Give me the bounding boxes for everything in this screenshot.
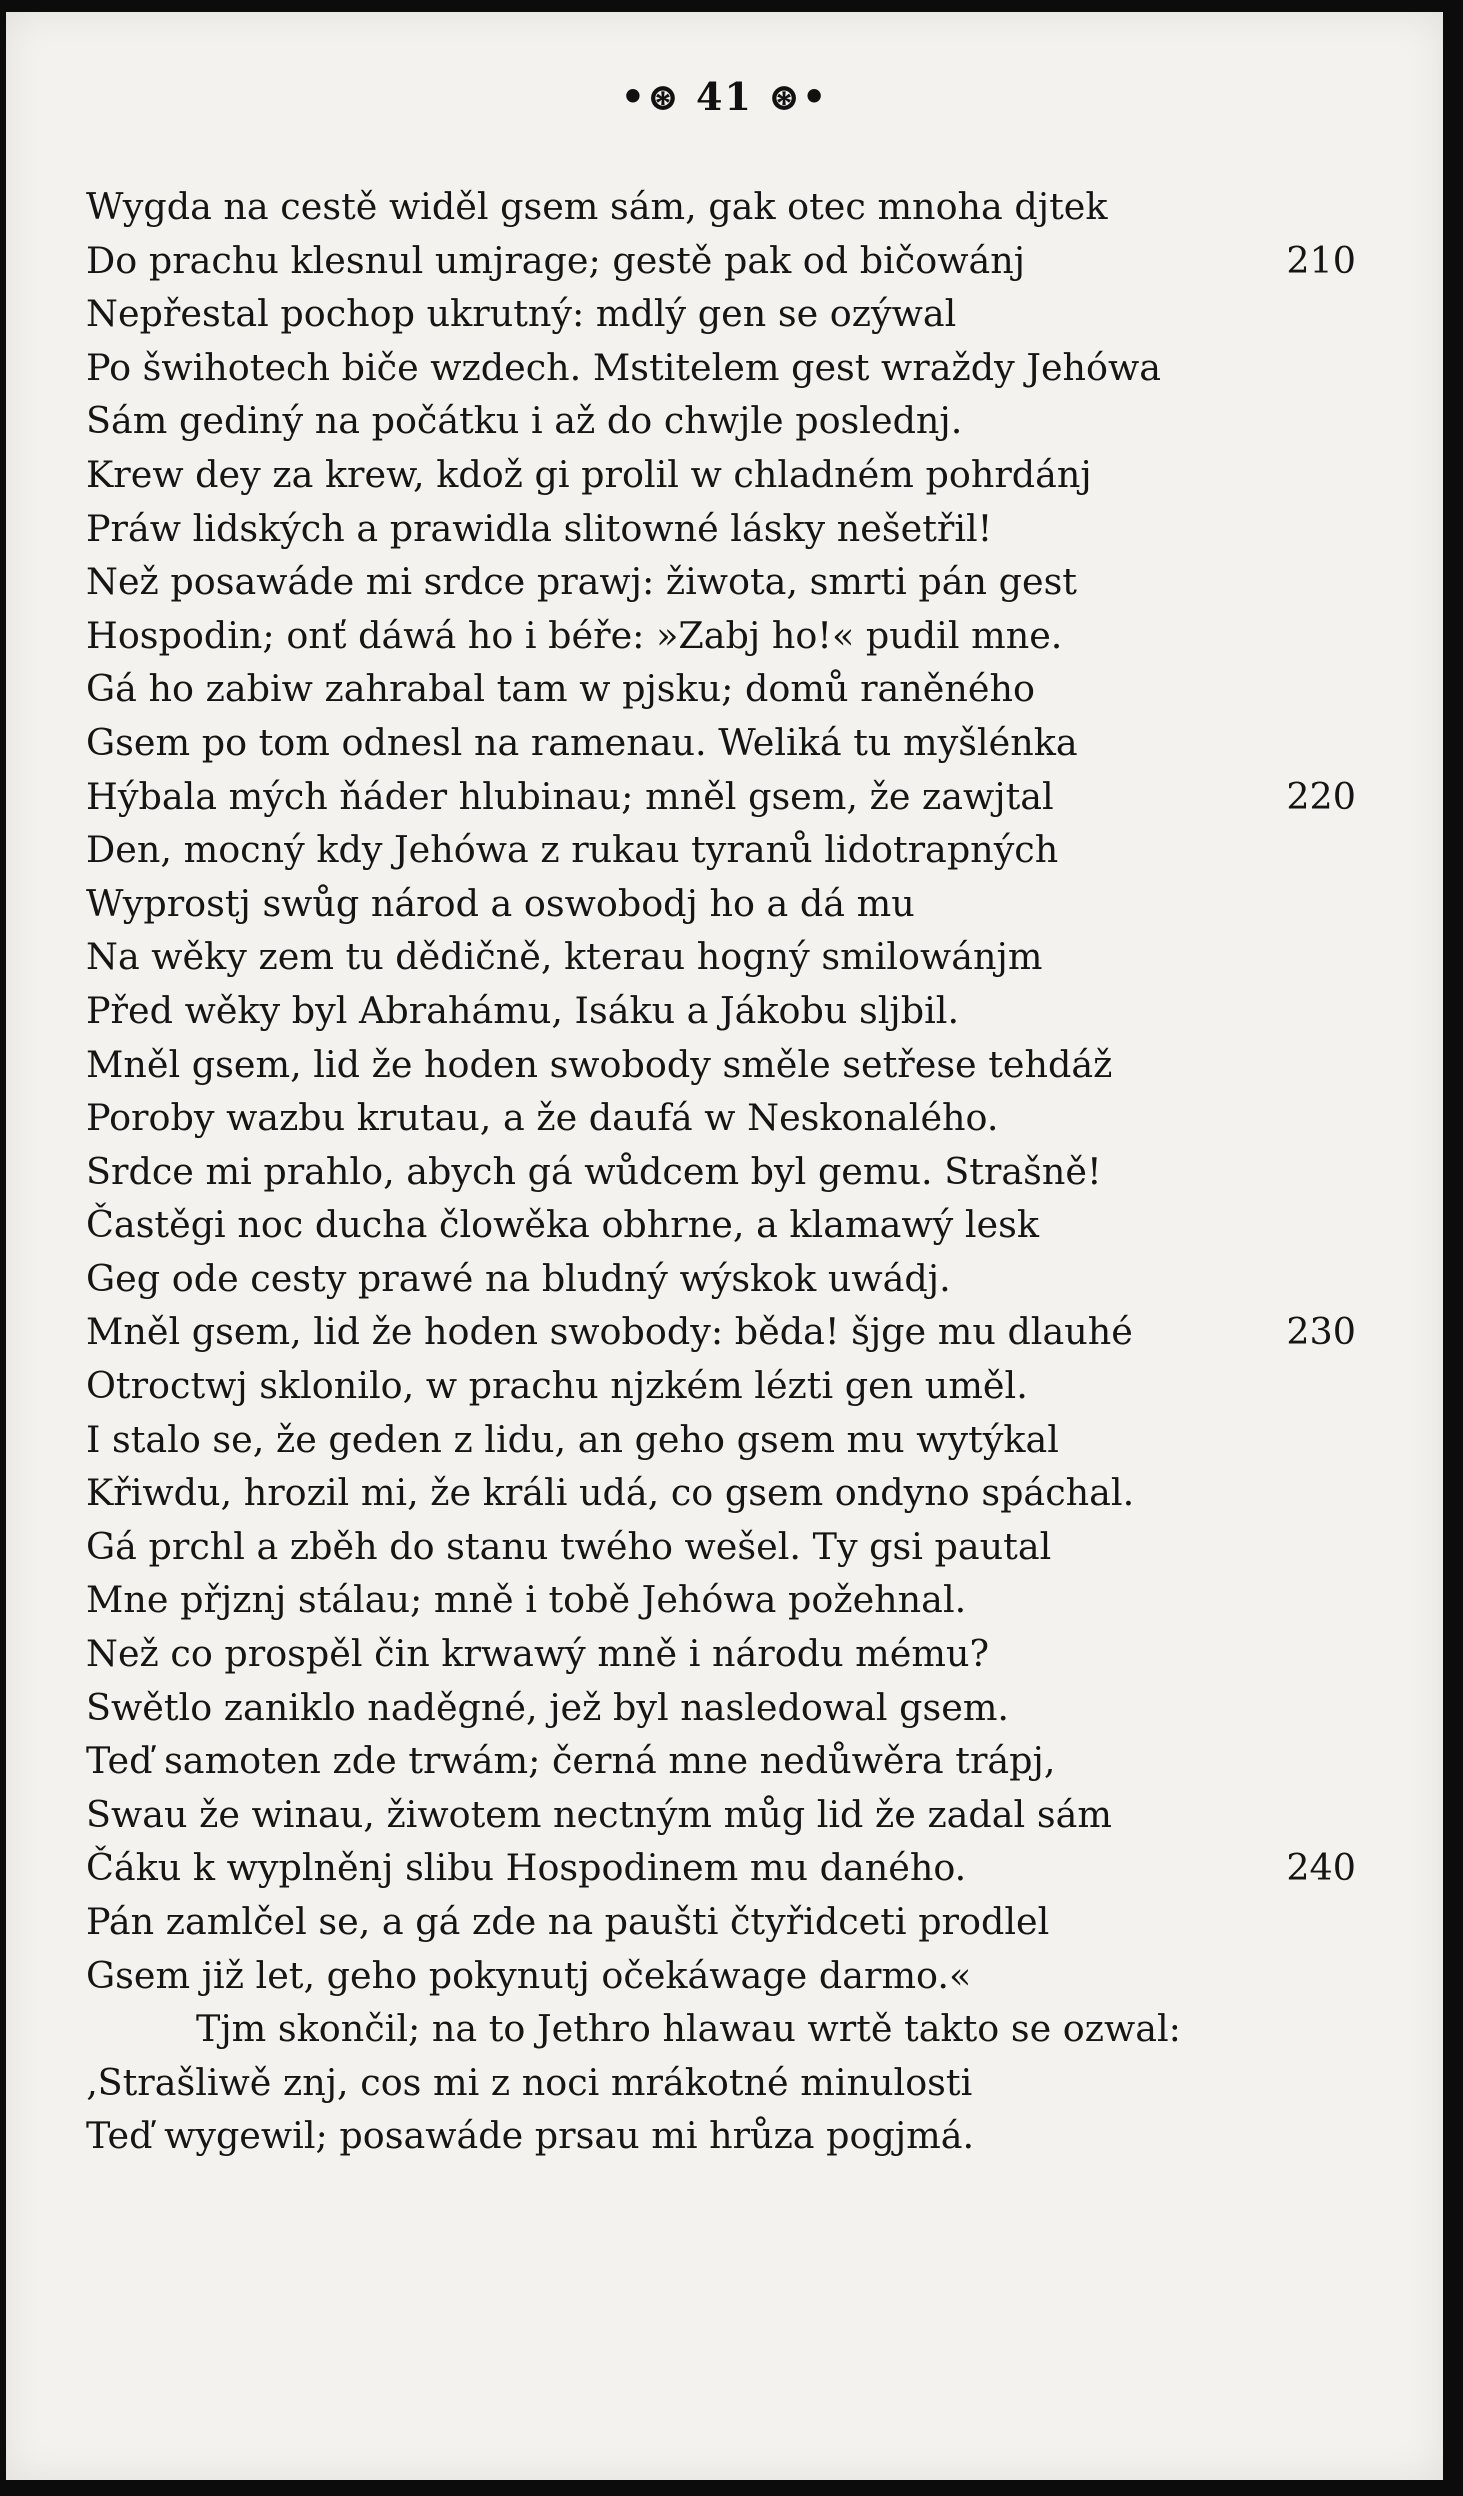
text-line — [86, 1359, 1356, 1413]
line-text: Gá ho zabiw zahrabal tam w pjsku; domů raněného — [86, 667, 1035, 711]
line-text: Tjm skončil; na to Jethro hlawau wrtě takto se ozwal: — [196, 2007, 1181, 2051]
line-text: Křiwdu, hrozil mi, že králi udá, co gsem ondyno spáchal. — [86, 1471, 1135, 1515]
text-line — [86, 234, 1356, 288]
page-number-header: •⊛ 41 ⊛• — [620, 74, 829, 119]
text-line — [86, 1627, 1356, 1681]
line-text: Teď wygewil; posawáde prsau mi hrůza pogjmá. — [86, 2114, 975, 2158]
line-text: Wyprostj swůg národ a oswobodj ho a dá mu — [86, 881, 915, 925]
text-line — [86, 1573, 1356, 1627]
text-line — [86, 1252, 1356, 1306]
line-text: Mněl gsem, lid že hoden swobody směle setřese tehdáž — [86, 1042, 1113, 1086]
text-line — [86, 984, 1356, 1038]
line-text: Mněl gsem, lid že hoden swobody: běda! šjge mu dlauhé — [86, 1310, 1133, 1354]
line-text: Sám gediný na počátku i až do chwjle poslednj. — [86, 399, 963, 443]
line-text: Gsem po tom odnesl na ramenau. Weliká tu myšlénka — [86, 720, 1078, 764]
text-line — [86, 1198, 1356, 1252]
line-text: Srdce mi prahlo, abych gá wůdcem byl gemu. Strašně! — [86, 1149, 1102, 1193]
line-text: Po šwihotech biče wzdech. Mstitelem gest wraždy Jehówa — [86, 345, 1162, 389]
text-line — [86, 1841, 1356, 1895]
line-text: Poroby wazbu krutau, a že daufá w Neskonalého. — [86, 1096, 999, 1140]
text-line — [86, 394, 1356, 448]
line-text: I stalo se, že geden z lidu, an geho gsem mu wytýkal — [86, 1417, 1059, 1461]
line-text: Do prachu klesnul umjrage; gestě pak od bičowánj — [86, 238, 1026, 282]
line-text: Nepřestal pochop ukrutný: mdlý gen se ozýwal — [86, 292, 957, 336]
line-number: 220 — [1286, 774, 1356, 818]
text-line — [86, 1145, 1356, 1199]
line-text: Swau že winau, žiwotem nectným můg lid že zadal sám — [86, 1792, 1112, 1836]
line-text: Před wěky byl Abrahámu, Isáku a Jákobu sljbil. — [86, 988, 960, 1032]
text-line — [86, 2002, 1356, 2056]
text-line — [86, 1466, 1356, 1520]
text-line — [86, 448, 1356, 502]
text-line — [86, 1305, 1356, 1359]
line-text: Krew dey za krew, kdož gi prolil w chladném pohrdánj — [86, 452, 1092, 496]
text-line — [86, 609, 1356, 663]
text-line — [86, 770, 1356, 824]
line-text: Hýbala mých ňáder hlubinau; mněl gsem, že zawjtal — [86, 774, 1054, 818]
line-text: Práw lidských a prawidla slitowné lásky nešetřil! — [86, 506, 993, 550]
text-line — [86, 1413, 1356, 1467]
line-number: 240 — [1286, 1846, 1356, 1890]
text-line — [86, 2056, 1356, 2110]
line-text: Swětlo zaniklo naděgné, jež byl nasledowal gsem. — [86, 1685, 1010, 1729]
text-line — [86, 287, 1356, 341]
line-number: 230 — [1286, 1310, 1356, 1354]
text-line — [86, 716, 1356, 770]
text-line — [86, 1949, 1356, 2003]
text-line — [86, 1091, 1356, 1145]
text-line — [86, 823, 1356, 877]
text-line — [86, 555, 1356, 609]
line-text: Na wěky zem tu dědičně, kterau hogný smilowánjm — [86, 935, 1043, 979]
line-text: Než posawáde mi srdce prawj: žiwota, smrti pán gest — [86, 560, 1077, 604]
line-text: Gsem již let, geho pokynutj očekáwage darmo.« — [86, 1953, 972, 1997]
text-line — [86, 1038, 1356, 1092]
text-line — [86, 2109, 1356, 2163]
text-line — [86, 341, 1356, 395]
text-line — [86, 1734, 1356, 1788]
text-line — [86, 1895, 1356, 1949]
line-text: Otroctwj sklonilo, w prachu njzkém lézti gen uměl. — [86, 1364, 1028, 1408]
text-line — [86, 1520, 1356, 1574]
text-line — [86, 1788, 1356, 1842]
text-line — [86, 1681, 1356, 1735]
text-line — [86, 877, 1356, 931]
line-number: 210 — [1286, 238, 1356, 282]
text-line — [86, 502, 1356, 556]
book-page — [6, 12, 1443, 2480]
poem-text-block — [86, 180, 1356, 2163]
line-text: Wygda na cestě widěl gsem sám, gak otec mnoha djtek — [86, 185, 1108, 228]
line-text: Mne přjznj stálau; mně i tobě Jehówa požehnal. — [86, 1578, 967, 1622]
line-text: Hospodin; onť dáwá ho i béře: »Zabj ho!« pudil mne. — [86, 613, 1063, 657]
line-text: Teď samoten zde trwám; černá mne nedůwěra trápj, — [86, 1739, 1056, 1783]
line-text: Geg ode cesty prawé na bludný wýskok uwádj. — [86, 1256, 951, 1300]
line-text: Pán zamlčel se, a gá zde na paušti čtyřidceti prodlel — [86, 1900, 1050, 1943]
line-text: ‚Strašliwě znj, cos mi z noci mrákotné minulosti — [86, 2060, 973, 2104]
text-line — [86, 180, 1356, 234]
text-line — [86, 930, 1356, 984]
line-text: Čáku k wyplněnj slibu Hospodinem mu daného. — [86, 1846, 967, 1890]
line-text: Den, mocný kdy Jehówa z rukau tyranů lidotrapných — [86, 828, 1059, 872]
line-text: Častěgi noc ducha člowěka obhrne, a klamawý lesk — [86, 1203, 1039, 1247]
text-line — [86, 662, 1356, 716]
line-text: Než co prospěl čin krwawý mně i národu mému? — [86, 1632, 990, 1676]
line-text: Gá prchl a zběh do stanu twého wešel. Ty gsi pautal — [86, 1524, 1052, 1568]
bleed-through-shadow — [1395, 162, 1435, 2062]
